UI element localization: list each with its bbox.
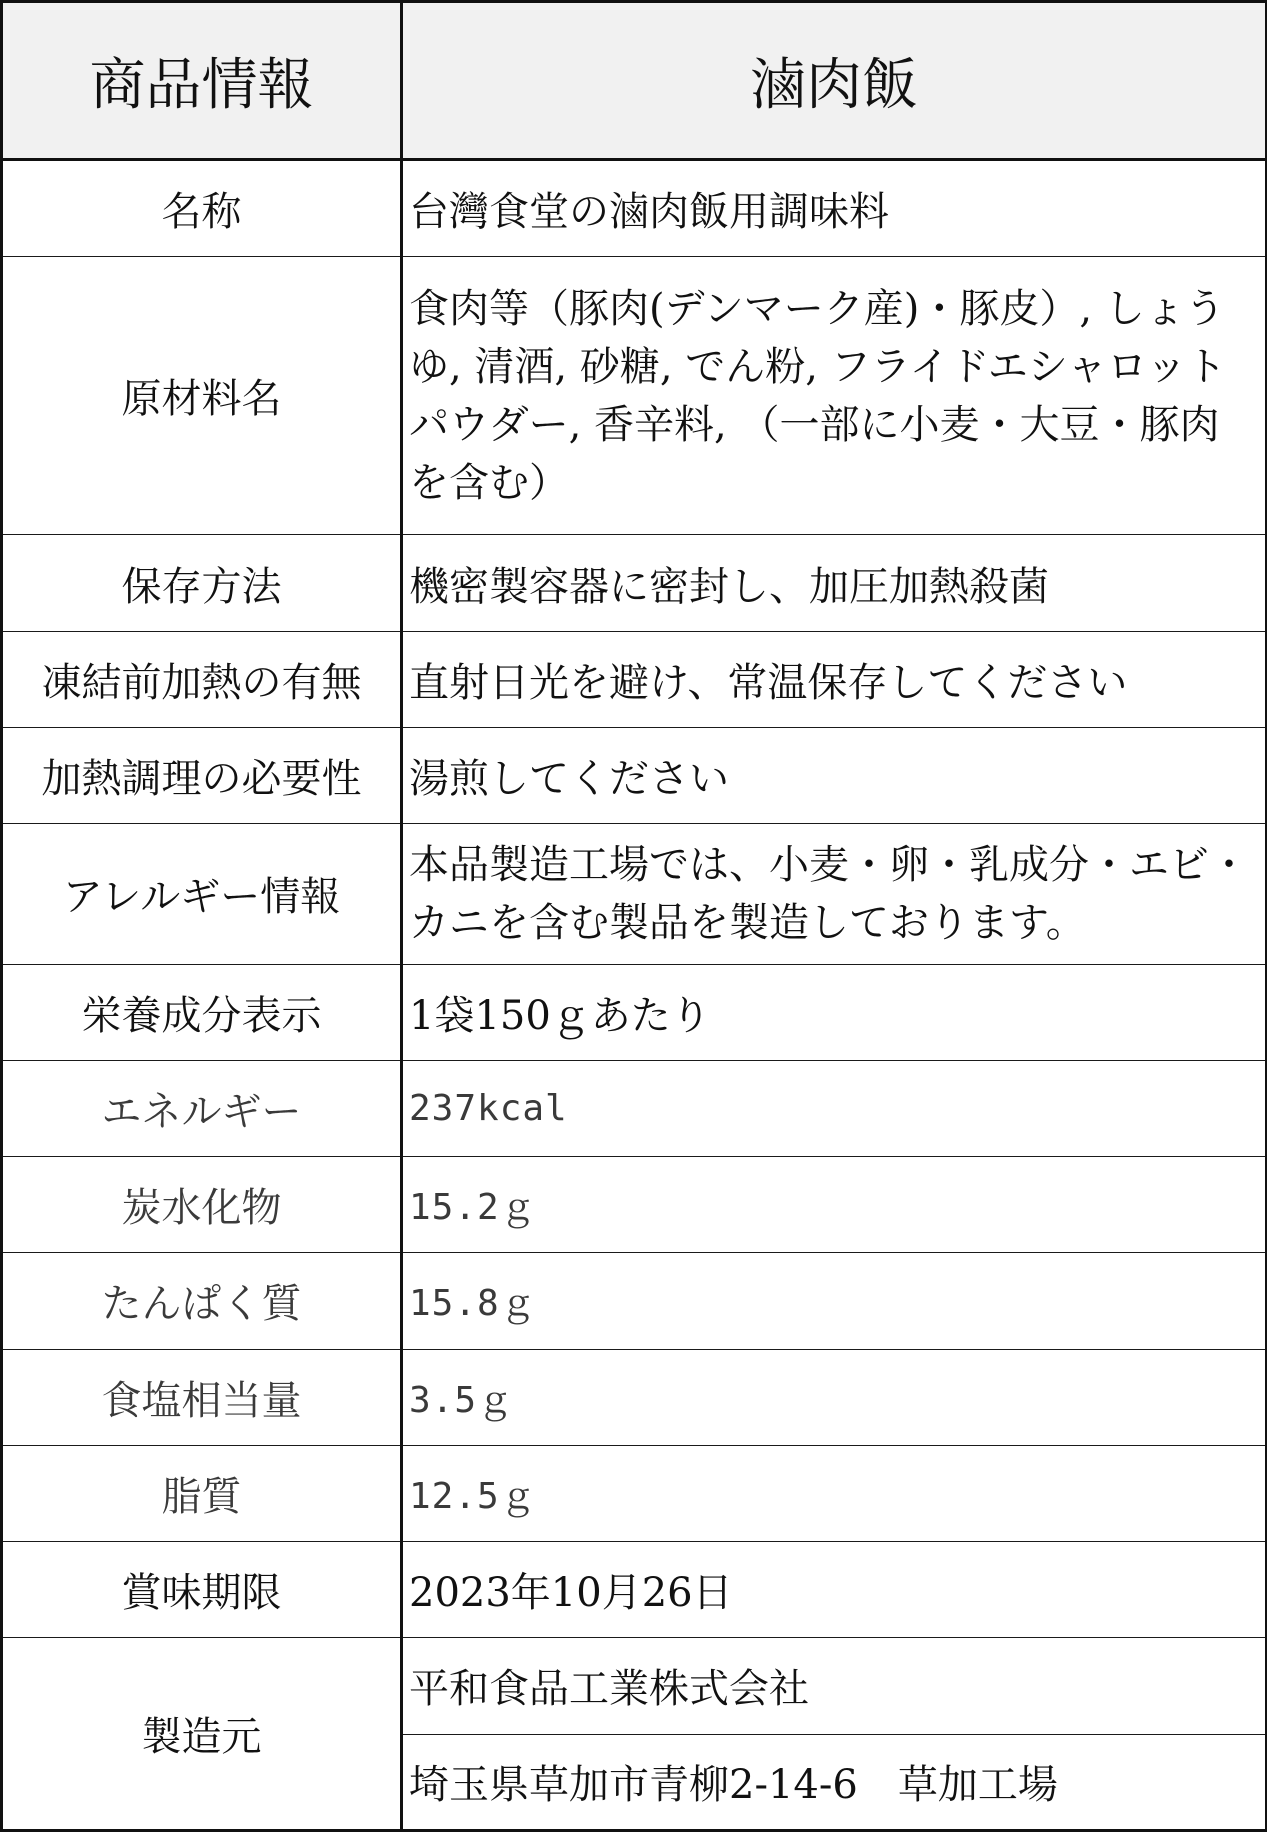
maker-label: 製造元: [2, 1638, 402, 1831]
ingredients-label: 原材料名: [2, 256, 402, 535]
name-value: 台灣食堂の滷肉飯用調味料: [402, 160, 1267, 256]
product-title: 滷肉飯: [402, 2, 1267, 160]
fat-label: 脂質: [2, 1445, 402, 1541]
maker-address: 埼玉県草加市青柳2-14-6 草加工場: [402, 1734, 1267, 1830]
fat-value: 12.5ｇ: [402, 1445, 1267, 1541]
cooking-value: 湯煎してください: [402, 727, 1267, 823]
table-row: [2, 1157, 1267, 1253]
ingredients-value: 食肉等（豚肉(デンマーク産)・豚皮）, しょうゆ, 清酒, 砂糖, でん粉, フライドエシャロットパウダー, 香辛料, （一部に小麦・大豆・豚肉を含む）: [402, 256, 1267, 535]
table-row: [2, 1445, 1267, 1541]
header-label: 商品情報: [2, 2, 402, 160]
salt-value: 3.5ｇ: [402, 1349, 1267, 1445]
table-row: [2, 964, 1267, 1060]
energy-value: 237kcal: [402, 1060, 1267, 1156]
table-row: [2, 1349, 1267, 1445]
expiry-label: 賞味期限: [2, 1542, 402, 1638]
expiry-value: 2023年10月26日: [402, 1542, 1267, 1638]
table-row: [2, 1253, 1267, 1349]
table-row: [2, 1060, 1267, 1156]
table-row: [2, 727, 1267, 823]
energy-label: エネルギー: [2, 1060, 402, 1156]
table-row: [2, 824, 1267, 964]
protein-label: たんぱく質: [2, 1253, 402, 1349]
nutrition-value: 1袋150ｇあたり: [402, 964, 1267, 1060]
allergy-value: 本品製造工場では、小麦・卵・乳成分・エビ・カニを含む製品を製造しております。: [402, 824, 1267, 964]
header-row: [2, 2, 1267, 160]
table-row: [2, 1638, 1267, 1734]
name-label: 名称: [2, 160, 402, 256]
table-row: [2, 1542, 1267, 1638]
salt-label: 食塩相当量: [2, 1349, 402, 1445]
table-row: [2, 160, 1267, 256]
preheat-value: 直射日光を避け、常温保存してください: [402, 631, 1267, 727]
carbs-value: 15.2ｇ: [402, 1157, 1267, 1253]
carbs-label: 炭水化物: [2, 1157, 402, 1253]
storage-value: 機密製容器に密封し、加圧加熱殺菌: [402, 535, 1267, 631]
nutrition-label: 栄養成分表示: [2, 964, 402, 1060]
preheat-label: 凍結前加熱の有無: [2, 631, 402, 727]
allergy-label: アレルギー情報: [2, 824, 402, 964]
storage-label: 保存方法: [2, 535, 402, 631]
cooking-label: 加熱調理の必要性: [2, 727, 402, 823]
table-row: [2, 631, 1267, 727]
maker-company: 平和食品工業株式会社: [402, 1638, 1267, 1734]
table-row: [2, 535, 1267, 631]
protein-value: 15.8ｇ: [402, 1253, 1267, 1349]
table-row: [2, 256, 1267, 535]
